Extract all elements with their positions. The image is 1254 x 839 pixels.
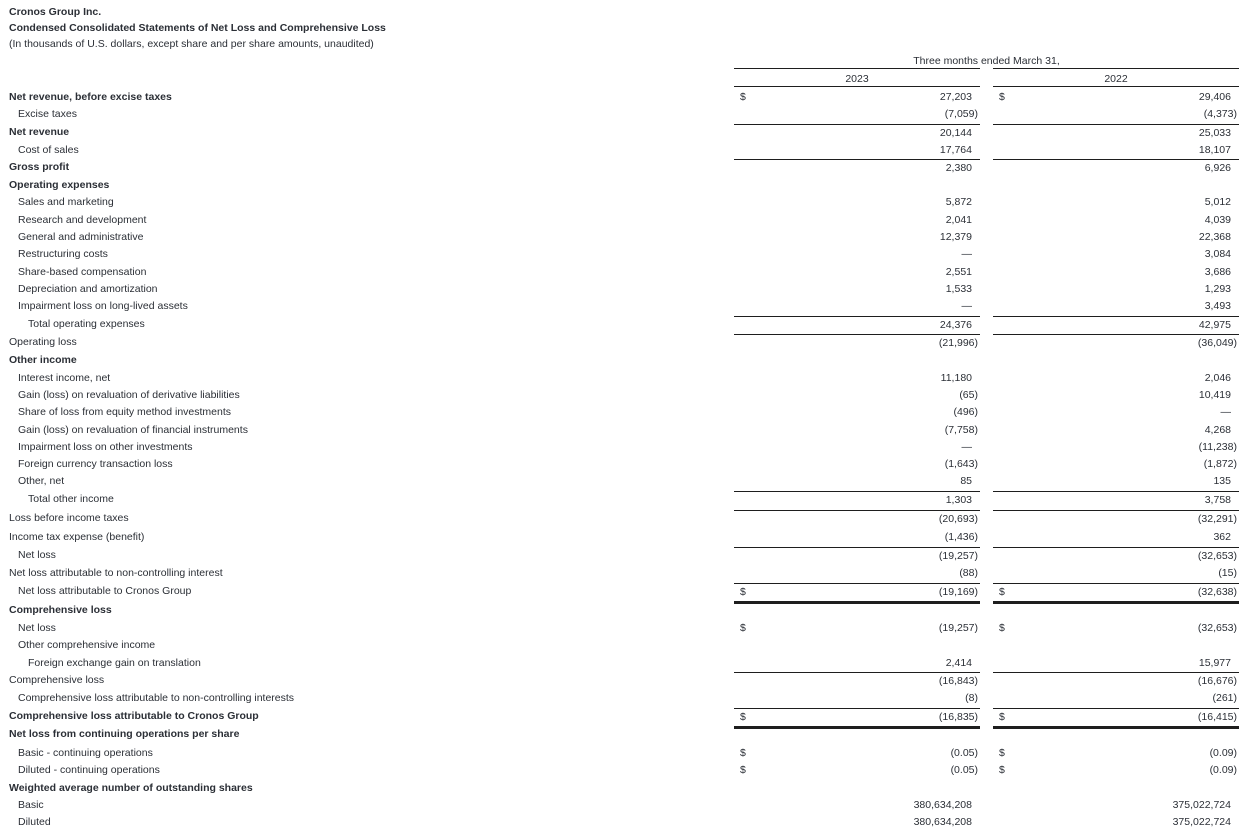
- table-row: [0, 726, 1254, 743]
- value: 3,084: [1204, 248, 1231, 260]
- value-cell-2023: [734, 672, 980, 690]
- value-cell-2022: [993, 797, 1239, 814]
- value-cell-2022: [993, 690, 1239, 707]
- value: 11,180: [940, 372, 972, 384]
- value-cell-2023: [734, 246, 980, 263]
- value: —: [961, 248, 972, 260]
- value-cell-2023: [734, 106, 980, 123]
- value: (32,638): [1197, 586, 1237, 598]
- table-row: [0, 780, 1254, 797]
- value: (8): [965, 692, 978, 704]
- value: (0.05): [950, 764, 978, 776]
- table-row: [0, 439, 1254, 456]
- value: 2,551: [945, 266, 972, 278]
- row-label-gross-profit: Gross profit: [9, 161, 70, 173]
- value-cell-2023: [734, 690, 980, 707]
- table-row: [0, 797, 1254, 814]
- value: 3,758: [1204, 494, 1231, 506]
- value-cell-2023: [734, 745, 980, 762]
- value-cell-2023: [734, 583, 980, 604]
- value-cell-2023: [734, 387, 980, 404]
- value: 17,764: [939, 144, 972, 156]
- table-row: [0, 281, 1254, 298]
- value-cell-2022: [993, 212, 1239, 229]
- value-cell-2022: [993, 246, 1239, 263]
- row-label-income-tax-expense-benefit: Income tax expense (benefit): [9, 531, 145, 543]
- table-row: [0, 298, 1254, 315]
- table-row: [0, 334, 1254, 351]
- row-label-diluted-continuing-operations: Diluted - continuing operations: [18, 764, 160, 776]
- row-label-comprehensive-loss-attributable-to-non-controlling-interests: Comprehensive loss attributable to non-controlling interests: [18, 692, 295, 704]
- value: (0.09): [1209, 764, 1237, 776]
- row-label-cost-of-sales: Cost of sales: [18, 144, 79, 156]
- value-cell-2022: [993, 352, 1239, 369]
- company-name: Cronos Group Inc.: [9, 6, 102, 18]
- table-row: [0, 124, 1254, 141]
- table-row: [0, 456, 1254, 473]
- row-label-other-net: Other, net: [18, 475, 65, 487]
- value: (19,257): [938, 550, 978, 562]
- value-cell-2023: [734, 177, 980, 194]
- table-row: [0, 672, 1254, 689]
- value-cell-2022: [993, 473, 1239, 490]
- row-label-net-loss-attributable-to-cronos-group: Net loss attributable to Cronos Group: [18, 585, 192, 597]
- value-cell-2023: [734, 89, 980, 106]
- value-cell-2022: [993, 370, 1239, 387]
- row-label-general-and-administrative: General and administrative: [18, 231, 144, 243]
- value-cell-2022: [993, 602, 1239, 619]
- value: (32,653): [1197, 622, 1237, 634]
- currency-symbol: $: [740, 622, 746, 634]
- value: 3,686: [1204, 266, 1231, 278]
- value: 18,107: [1198, 144, 1231, 156]
- row-label-impairment-loss-on-long-lived-assets: Impairment loss on long-lived assets: [18, 300, 188, 312]
- row-label-total-operating-expenses: Total operating expenses: [28, 318, 145, 330]
- value-cell-2022: [993, 124, 1239, 142]
- value: (496): [953, 406, 978, 418]
- currency-symbol: $: [740, 91, 746, 103]
- value-cell-2023: [734, 602, 980, 619]
- value-cell-2023: [734, 422, 980, 439]
- table-row: [0, 620, 1254, 637]
- row-label-gain-loss-on-revaluation-of-financial-instruments: Gain (loss) on revaluation of financial instruments: [18, 424, 248, 436]
- value-cell-2023: [734, 264, 980, 281]
- row-label-comprehensive-loss-attributable-to-cronos-group: Comprehensive loss attributable to Cronos Group: [9, 710, 259, 722]
- value: 27,203: [939, 91, 972, 103]
- row-label-other-comprehensive-income: Other comprehensive income: [18, 639, 156, 651]
- value-cell-2022: [993, 583, 1239, 604]
- value-cell-2023: [734, 547, 980, 565]
- row-label-comprehensive-loss: Comprehensive loss: [9, 674, 105, 686]
- value-cell-2023: [734, 620, 980, 637]
- table-row: [0, 745, 1254, 762]
- value-cell-2023: [734, 565, 980, 582]
- table-row: [0, 422, 1254, 439]
- table-row: [0, 690, 1254, 707]
- value-cell-2023: [734, 439, 980, 456]
- row-label-net-loss: Net loss: [18, 622, 56, 634]
- value: (88): [959, 567, 978, 579]
- value-cell-2023: [734, 194, 980, 211]
- value: —: [961, 300, 972, 312]
- value-cell-2022: [993, 672, 1239, 690]
- currency-symbol: $: [999, 764, 1005, 776]
- table-row: [0, 177, 1254, 194]
- row-label-total-other-income: Total other income: [28, 493, 114, 505]
- table-row: [0, 708, 1254, 725]
- currency-symbol: $: [999, 622, 1005, 634]
- table-row: [0, 89, 1254, 106]
- value-cell-2023: [734, 159, 980, 177]
- value: 5,012: [1204, 196, 1231, 208]
- row-label-operating-expenses: Operating expenses: [9, 179, 110, 191]
- value: 10,419: [1198, 389, 1231, 401]
- value-cell-2022: [993, 298, 1239, 315]
- value-cell-2023: [734, 762, 980, 779]
- statement-title: Condensed Consolidated Statements of Net Loss and Comprehensive Loss: [9, 22, 386, 34]
- value-cell-2023: [734, 655, 980, 672]
- value-cell-2023: [734, 404, 980, 421]
- value-cell-2022: [993, 404, 1239, 421]
- value: (32,291): [1197, 513, 1237, 525]
- value-cell-2022: [993, 281, 1239, 298]
- value: (0.05): [950, 747, 978, 759]
- value-cell-2023: [734, 352, 980, 369]
- value-cell-2023: [734, 316, 980, 334]
- table-row: [0, 637, 1254, 654]
- table-row: [0, 602, 1254, 619]
- value-cell-2022: [993, 780, 1239, 797]
- value-cell-2022: [993, 89, 1239, 106]
- value: 3,493: [1204, 300, 1231, 312]
- row-label-loss-before-income-taxes: Loss before income taxes: [9, 512, 129, 524]
- value: 6,926: [1204, 162, 1231, 174]
- value: 135: [1213, 475, 1231, 487]
- row-label-foreign-exchange-gain-on-translation: Foreign exchange gain on translation: [28, 657, 201, 669]
- value-cell-2022: [993, 655, 1239, 672]
- value: —: [1220, 406, 1231, 418]
- value: 1,293: [1204, 283, 1231, 295]
- value-cell-2023: [734, 529, 980, 546]
- row-label-restructuring-costs: Restructuring costs: [18, 248, 108, 260]
- value: 85: [960, 475, 972, 487]
- value-cell-2023: [734, 281, 980, 298]
- table-row: [0, 194, 1254, 211]
- value: (0.09): [1209, 747, 1237, 759]
- value-cell-2023: [734, 334, 980, 352]
- table-row: [0, 565, 1254, 582]
- value: (21,996): [938, 337, 978, 349]
- value: 15,977: [1198, 657, 1231, 669]
- value-cell-2023: [734, 726, 980, 743]
- value: 2,380: [945, 162, 972, 174]
- value-cell-2023: [734, 780, 980, 797]
- table-row: [0, 655, 1254, 672]
- value-cell-2022: [993, 422, 1239, 439]
- value-cell-2023: [734, 814, 980, 831]
- value: 4,039: [1204, 214, 1231, 226]
- table-row: [0, 510, 1254, 527]
- value: (20,693): [938, 513, 978, 525]
- table-row: [0, 159, 1254, 176]
- row-label-research-and-development: Research and development: [18, 214, 147, 226]
- value-cell-2022: [993, 456, 1239, 473]
- value: 22,368: [1198, 231, 1231, 243]
- table-row: [0, 529, 1254, 546]
- value-cell-2022: [993, 565, 1239, 582]
- value: 1,533: [945, 283, 972, 295]
- currency-symbol: $: [740, 711, 746, 723]
- table-row: [0, 762, 1254, 779]
- value-cell-2023: [734, 510, 980, 528]
- row-label-net-loss-from-continuing-operations-per-share: Net loss from continuing operations per share: [9, 728, 240, 740]
- value: (16,843): [938, 675, 978, 687]
- value: 20,144: [939, 127, 972, 139]
- value: 2,414: [945, 657, 972, 669]
- row-label-impairment-loss-on-other-investments: Impairment loss on other investments: [18, 441, 193, 453]
- value-cell-2022: [993, 194, 1239, 211]
- value: 12,379: [939, 231, 972, 243]
- row-label-basic: Basic: [18, 799, 44, 811]
- row-label-comprehensive-loss: Comprehensive loss: [9, 604, 112, 616]
- value: (16,835): [938, 711, 978, 723]
- value: (65): [959, 389, 978, 401]
- table-row: [0, 473, 1254, 490]
- currency-symbol: $: [999, 586, 1005, 598]
- year-column-header-2022: 2022: [993, 68, 1239, 87]
- value-cell-2022: [993, 264, 1239, 281]
- row-label-operating-loss: Operating loss: [9, 336, 77, 348]
- value-cell-2022: [993, 177, 1239, 194]
- value-cell-2023: [734, 229, 980, 246]
- row-label-excise-taxes: Excise taxes: [18, 108, 77, 120]
- value: (1,872): [1203, 458, 1237, 470]
- value-cell-2022: [993, 726, 1239, 743]
- table-row: [0, 370, 1254, 387]
- row-label-net-revenue: Net revenue: [9, 126, 70, 138]
- value: 380,634,208: [913, 816, 972, 828]
- value-cell-2022: [993, 106, 1239, 123]
- value-cell-2023: [734, 124, 980, 142]
- row-label-interest-income-net: Interest income, net: [18, 372, 111, 384]
- table-row: [0, 547, 1254, 564]
- row-label-gain-loss-on-revaluation-of-derivative-liabilities: Gain (loss) on revaluation of derivative liabilities: [18, 389, 240, 401]
- value: (7,758): [944, 424, 978, 436]
- value: 2,046: [1204, 372, 1231, 384]
- row-label-net-loss-attributable-to-non-controlling-interest: Net loss attributable to non-controlling interest: [9, 567, 223, 579]
- table-row: [0, 814, 1254, 831]
- value-cell-2022: [993, 529, 1239, 546]
- value-cell-2022: [993, 159, 1239, 177]
- table-row: [0, 106, 1254, 123]
- row-label-net-revenue-before-excise-taxes: Net revenue, before excise taxes: [9, 91, 172, 103]
- value-cell-2022: [993, 814, 1239, 831]
- row-label-weighted-average-number-of-outstanding-shares: Weighted average number of outstanding shares: [9, 782, 253, 794]
- row-label-foreign-currency-transaction-loss: Foreign currency transaction loss: [18, 458, 173, 470]
- currency-symbol: $: [999, 747, 1005, 759]
- table-row: [0, 583, 1254, 600]
- table-row: [0, 352, 1254, 369]
- value: (36,049): [1197, 337, 1237, 349]
- table-row: [0, 246, 1254, 263]
- value: 380,634,208: [913, 799, 972, 811]
- value: (15): [1218, 567, 1237, 579]
- table-row: [0, 212, 1254, 229]
- value-cell-2022: [993, 439, 1239, 456]
- value-cell-2022: [993, 547, 1239, 565]
- value-cell-2023: [734, 142, 980, 159]
- row-label-share-based-compensation: Share-based compensation: [18, 266, 147, 278]
- table-row: [0, 229, 1254, 246]
- value: (16,415): [1197, 711, 1237, 723]
- value: —: [961, 441, 972, 453]
- value: 24,376: [939, 319, 972, 331]
- row-label-basic-continuing-operations: Basic - continuing operations: [18, 747, 153, 759]
- value: 42,975: [1198, 319, 1231, 331]
- value-cell-2022: [993, 229, 1239, 246]
- row-label-depreciation-and-amortization: Depreciation and amortization: [18, 283, 158, 295]
- value-cell-2022: [993, 387, 1239, 404]
- value: 362: [1213, 531, 1231, 543]
- value-cell-2022: [993, 491, 1239, 509]
- row-label-net-loss: Net loss: [18, 549, 56, 561]
- table-row: [0, 491, 1254, 508]
- value-cell-2023: [734, 212, 980, 229]
- value-cell-2022: [993, 745, 1239, 762]
- units-note: (In thousands of U.S. dollars, except share and per share amounts, unaudited): [9, 38, 374, 50]
- value: 2,041: [945, 214, 972, 226]
- value-cell-2023: [734, 298, 980, 315]
- table-row: [0, 142, 1254, 159]
- value: 375,022,724: [1172, 816, 1231, 828]
- currency-symbol: $: [740, 586, 746, 598]
- value-cell-2023: [734, 797, 980, 814]
- value-cell-2022: [993, 334, 1239, 352]
- currency-symbol: $: [999, 711, 1005, 723]
- value-cell-2022: [993, 510, 1239, 528]
- currency-symbol: $: [740, 747, 746, 759]
- value: (16,676): [1197, 675, 1237, 687]
- value: 1,303: [945, 494, 972, 506]
- value: (11,238): [1198, 441, 1237, 453]
- value-cell-2023: [734, 491, 980, 509]
- value-cell-2022: [993, 637, 1239, 654]
- value: (19,257): [938, 622, 978, 634]
- value-cell-2022: [993, 142, 1239, 159]
- row-label-other-income: Other income: [9, 354, 77, 366]
- currency-symbol: $: [999, 91, 1005, 103]
- value-cell-2022: [993, 762, 1239, 779]
- value: (19,169): [938, 586, 978, 598]
- year-column-header-2023: 2023: [734, 68, 980, 87]
- period-header: Three months ended March 31,: [913, 55, 1060, 67]
- table-row: [0, 404, 1254, 421]
- row-label-diluted: Diluted: [18, 816, 51, 828]
- value: 4,268: [1204, 424, 1231, 436]
- value: 375,022,724: [1172, 799, 1231, 811]
- value-cell-2022: [993, 620, 1239, 637]
- table-row: [0, 264, 1254, 281]
- table-row: [0, 316, 1254, 333]
- row-label-sales-and-marketing: Sales and marketing: [18, 196, 114, 208]
- value-cell-2023: [734, 456, 980, 473]
- value-cell-2023: [734, 637, 980, 654]
- value: (4,373): [1203, 108, 1237, 120]
- row-label-share-of-loss-from-equity-method-investments: Share of loss from equity method investments: [18, 406, 232, 418]
- currency-symbol: $: [740, 764, 746, 776]
- value-cell-2023: [734, 473, 980, 490]
- value-cell-2023: [734, 370, 980, 387]
- value: 5,872: [945, 196, 972, 208]
- table-row: [0, 387, 1254, 404]
- value: (261): [1212, 692, 1237, 704]
- value: (32,653): [1197, 550, 1237, 562]
- value: 25,033: [1198, 127, 1231, 139]
- value: 29,406: [1198, 91, 1231, 103]
- value: (7,059): [944, 108, 978, 120]
- value: (1,643): [944, 458, 978, 470]
- value-cell-2022: [993, 316, 1239, 334]
- value: (1,436): [944, 531, 978, 543]
